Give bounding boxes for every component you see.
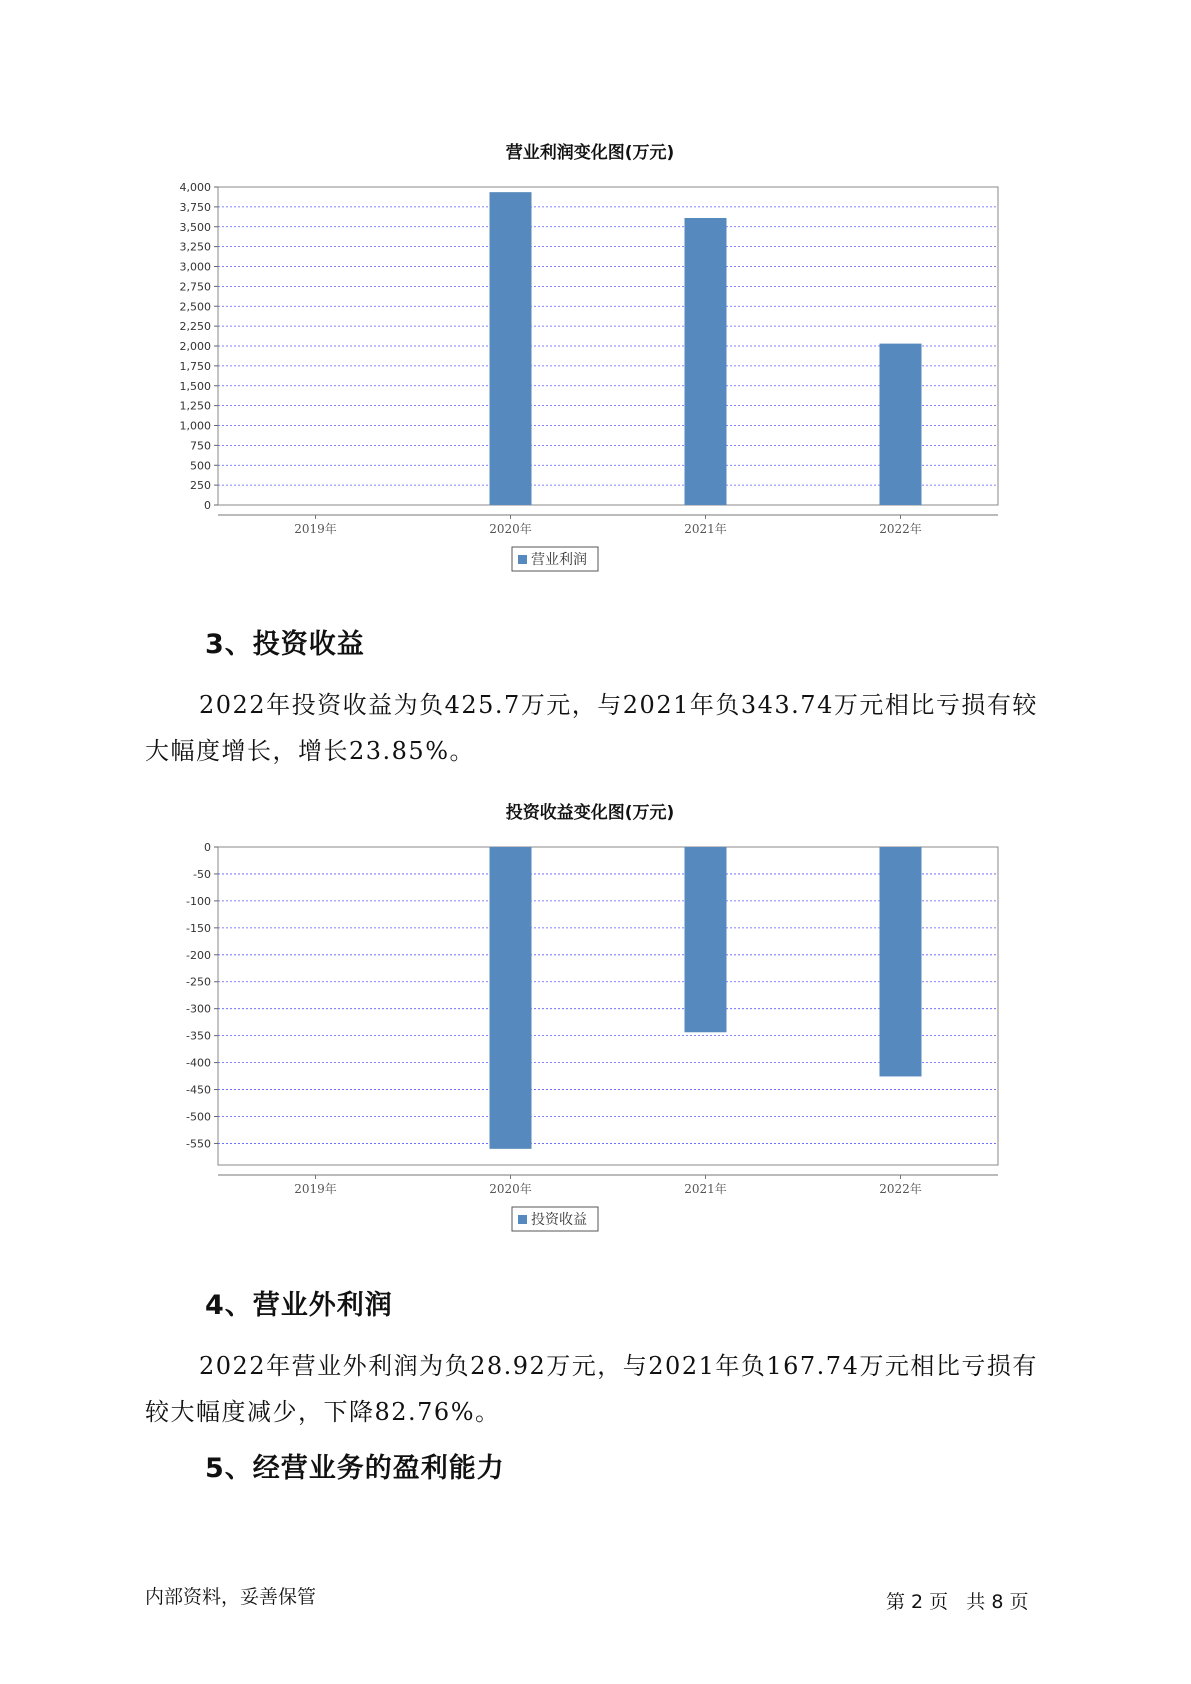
y-tick-label: 3,250 [179, 240, 211, 254]
section-heading-business-profitability: 5、经营业务的盈利能力 [205, 1453, 505, 1484]
y-tick-label: 1,000 [179, 419, 211, 433]
section-heading-investment-income: 3、投资收益 [205, 629, 365, 660]
paragraph-line: 较大幅度减少，下降82.76%。 [145, 1398, 501, 1426]
operating-profit-chart-svg [160, 135, 1020, 595]
legend-label: 投资收益 [531, 1212, 587, 1228]
y-tick-label: -500 [186, 1110, 211, 1124]
legend-label: 营业利润 [531, 552, 587, 568]
y-tick-label: 0 [204, 499, 211, 512]
x-tick-label: 2019年 [294, 522, 337, 536]
investment-income-chart-svg [160, 795, 1020, 1255]
y-tick-label: -150 [186, 921, 211, 935]
chart-title: 营业利润变化图(万元) [505, 143, 675, 163]
investment-income-chart [160, 795, 1020, 1255]
legend-swatch [518, 1215, 527, 1224]
y-tick-label: -350 [186, 1029, 211, 1043]
y-tick-label: 2,500 [179, 300, 211, 314]
legend-swatch [518, 555, 527, 564]
y-tick-label: 3,750 [179, 200, 211, 214]
x-tick-label: 2020年 [489, 522, 532, 536]
footer-confidential-note: 内部资料，妥善保管 [145, 1586, 317, 1608]
y-tick-label: 250 [190, 479, 211, 493]
bar [490, 192, 532, 505]
footer-page-number: 第 2 页 共 8 页 [886, 1591, 1029, 1613]
y-tick-label: -200 [186, 948, 211, 962]
x-tick-label: 2021年 [684, 522, 727, 536]
y-tick-label: -50 [193, 867, 211, 881]
y-tick-label: 0 [204, 841, 211, 854]
y-tick-label: 2,750 [179, 280, 211, 294]
bar [490, 847, 532, 1149]
bar [685, 218, 727, 505]
non-operating-profit-paragraph [145, 1343, 1060, 1435]
paragraph-line: 2022年投资收益为负425.7万元，与2021年负343.74万元相比亏损有较 [199, 691, 1038, 719]
y-tick-label: 3,000 [179, 260, 211, 274]
y-tick-label: -100 [186, 894, 211, 908]
investment-income-paragraph [145, 682, 1060, 774]
paragraph-line: 大幅度增长，增长23.85%。 [145, 737, 476, 765]
y-tick-label: 3,500 [179, 220, 211, 234]
x-tick-label: 2019年 [294, 1182, 337, 1196]
y-tick-label: 4,000 [179, 181, 211, 194]
section-heading-non-operating-profit: 4、营业外利润 [205, 1290, 393, 1321]
y-tick-label: -250 [186, 975, 211, 989]
operating-profit-chart [160, 135, 1020, 595]
bar [685, 847, 727, 1032]
paragraph-line: 2022年营业外利润为负28.92万元，与2021年负167.74万元相比亏损有 [199, 1352, 1038, 1380]
x-tick-label: 2020年 [489, 1182, 532, 1196]
y-tick-label: 2,000 [179, 340, 211, 353]
y-tick-label: 1,750 [179, 359, 211, 373]
y-tick-label: -300 [186, 1002, 211, 1016]
legend [512, 547, 598, 571]
y-tick-label: -450 [186, 1083, 211, 1097]
x-tick-label: 2022年 [879, 1182, 922, 1196]
legend [512, 1207, 598, 1231]
bar [880, 847, 922, 1076]
y-tick-label: 2,250 [179, 320, 211, 334]
y-tick-label: -550 [186, 1137, 211, 1151]
y-tick-label: 750 [190, 439, 211, 453]
x-tick-label: 2021年 [684, 1182, 727, 1196]
bar [880, 344, 922, 505]
y-tick-label: 1,250 [179, 399, 211, 413]
x-tick-label: 2022年 [879, 522, 922, 536]
y-tick-label: 1,500 [179, 379, 211, 393]
y-tick-label: 500 [190, 459, 211, 473]
chart-title: 投资收益变化图(万元) [505, 803, 675, 823]
y-tick-label: -400 [186, 1056, 211, 1070]
